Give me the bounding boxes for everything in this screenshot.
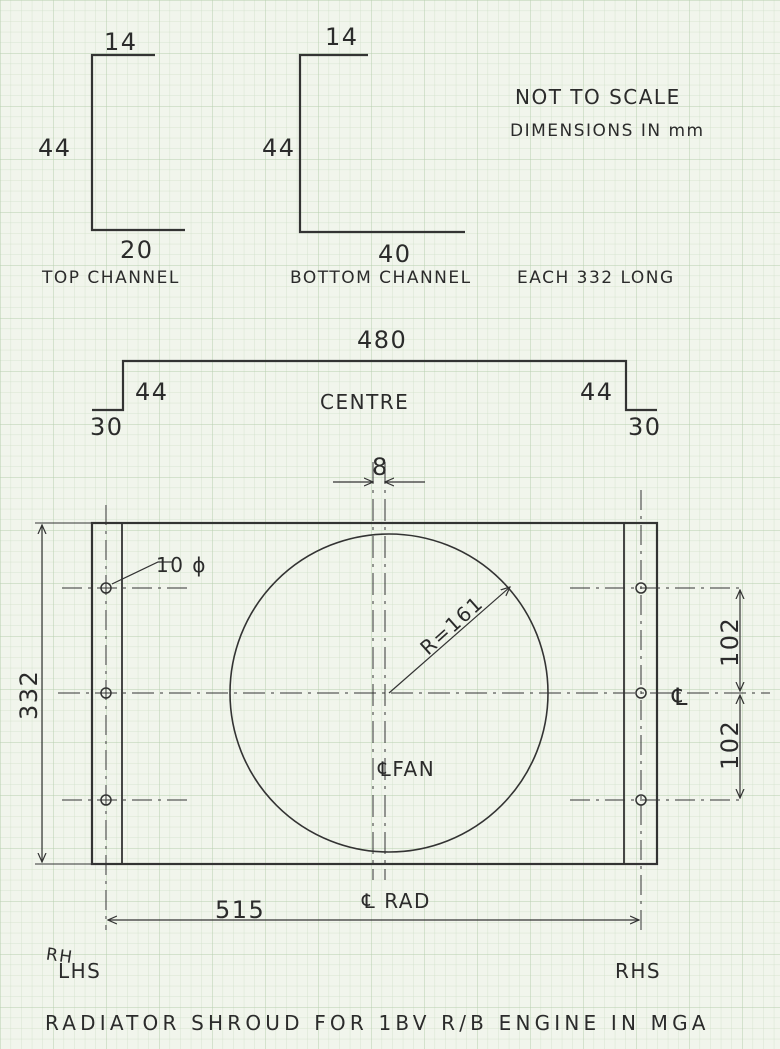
lhs-label: LHS [58,959,102,983]
profile-lip-left-dim: 30 [90,413,124,441]
top-channel-label: TOP CHANNEL [42,268,180,288]
radius-dim: R=161 [415,590,489,660]
profile-centre-label: CENTRE [320,390,410,414]
height-dim: 332 [15,669,43,720]
profile-step-right-dim: 44 [580,378,614,406]
bottom-channel-base-dim: 40 [378,240,412,268]
profile-lip-right-dim: 30 [628,413,662,441]
width-dim: 515 [215,896,266,924]
note-dimensions: DIMENSIONS IN mm [510,121,705,141]
centreline-symbol: ℄ [672,683,689,711]
top-channel-height-dim: 44 [38,134,72,162]
gap-dim: 8 [372,453,389,481]
hole-diameter-dim: 10 ϕ [156,553,207,577]
lower-spacing-dim: 102 [716,719,744,770]
bottom-channel-length-note: EACH 332 LONG [517,268,675,288]
note-not-to-scale: NOT TO SCALE [515,85,681,109]
profile-step-left-dim: 44 [135,378,169,406]
profile-total-dim: 480 [357,326,408,354]
bottom-channel-flange-dim: 14 [325,23,359,51]
top-channel-flange-dim: 14 [104,28,138,56]
top-channel-base-dim: 20 [120,236,154,264]
rh-mark: RH [44,944,75,969]
rhs-label: RHS [615,959,662,983]
bottom-channel-height-dim: 44 [262,134,296,162]
drawing-title: RADIATOR SHROUD FOR 1BV R/B ENGINE IN MGA [45,1011,707,1035]
bottom-channel-label: BOTTOM CHANNEL [290,268,472,288]
rad-centreline-label: ℄ RAD [362,889,431,913]
fan-centreline-label: ℄FAN [378,757,436,781]
upper-spacing-dim: 102 [716,616,744,667]
